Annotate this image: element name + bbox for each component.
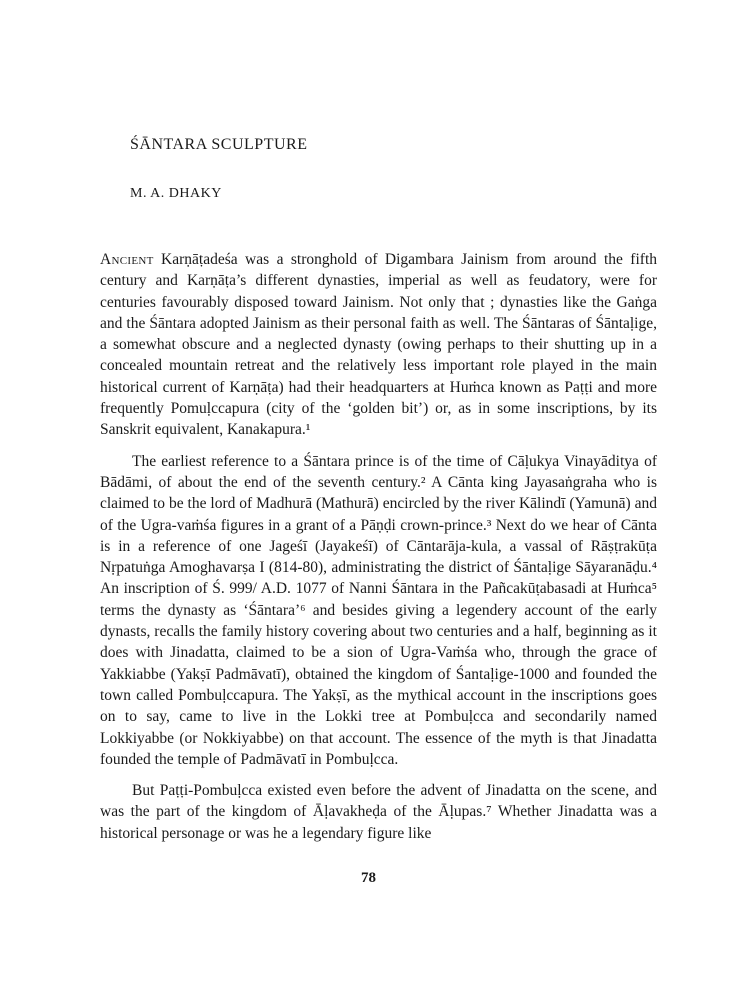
article-body xyxy=(100,249,657,844)
paragraph-3: But Paṭṭi-Pombuḷcca existed even before the advent of Jinadatta on the scene, and was the part of the kingdom of Āḷavakheḍa of the Āḷupas.⁷ Whether Jinadatta was a historical personage or was he a legendary figure like xyxy=(100,782,657,842)
article-title: ŚĀNTARA SCULPTURE xyxy=(130,136,308,153)
page-number: 78 xyxy=(361,870,376,886)
paragraph-1-text: Karṇāṭadeśa was a stronghold of Digambara Jainism from around the fifth century and Karṇāṭa’s different dynasties, imperial as well as feudatory, were for centuries favourably disposed toward Jainism. Not only that ; dynasties like the Gaṅga and the Śāntara adopted Jainism as their personal faith as well. The Śāntaras of Śāntaḷige, a somewhat obscure and a neglected dynasty (owing perhaps to their shutting up in a concealed mountain retreat and the relatively less important role played in the main historical current of Karṇāṭa) had their headquarters at Huṁca known as Paṭṭi and more frequently Pomuḷccapura (city of the ‘golden bit’) or, as in some inscriptions, by its Sanskrit equivalent, Kanakapura.¹ xyxy=(100,251,657,439)
paragraph-2: The earliest reference to a Śāntara prince is of the time of Cāḷukya Vinayāditya of Bādāmi, of about the end of the seventh century.² A Cānta king Jayasaṅgraha who is claimed to be the lord of Madhurā (Mathurā) encircled by the river Kālindī (Yamunā) and of the Ugra-vaṁśa figures in a grant of a Pāṇḍi crown-prince.³ Next do we hear of Cānta is in a reference of one Jageśī (Jayakeśī) of Cāntarāja-kula, a vassal of Rāṣṭrakūṭa Nṛpatuṅga Amoghavarṣa I (814-80), administrating the district of Śāntaḷige Sāyaranāḍu.⁴ An inscription of Ś. 999/ A.D. 1077 of Nanni Śāntara in the Pañcakūṭabasadi at Huṁca⁵ terms the dynasty as ‘Śāntara’⁶ and besides giving a legendery account of the early dynasts, recalls the family history covering about two centuries and a half, beginning as it does with Jinadatta, claimed to be a sion of Ugra-Vaṁśa who, through the grace of Yakkiabbe (Yakṣī Padmāvatī), obtained the kingdom of Śantaḷige-1000 and founded the town called Pombuḷccapura. The Yakṣī, as the mythical account in the inscriptions goes on to say, came to live in the Lokki tree at Pombuḷcca and secondarily named Lokkiyabbe (or Nokkiyabbe) on that account. The essence of the myth is that Jinadatta founded the temple of Padmāvatī in Pombuḷcca. xyxy=(100,452,657,768)
paragraph-1 xyxy=(100,249,657,441)
lead-word: Ancient xyxy=(100,251,154,268)
author-name: M. A. DHAKY xyxy=(130,186,222,201)
